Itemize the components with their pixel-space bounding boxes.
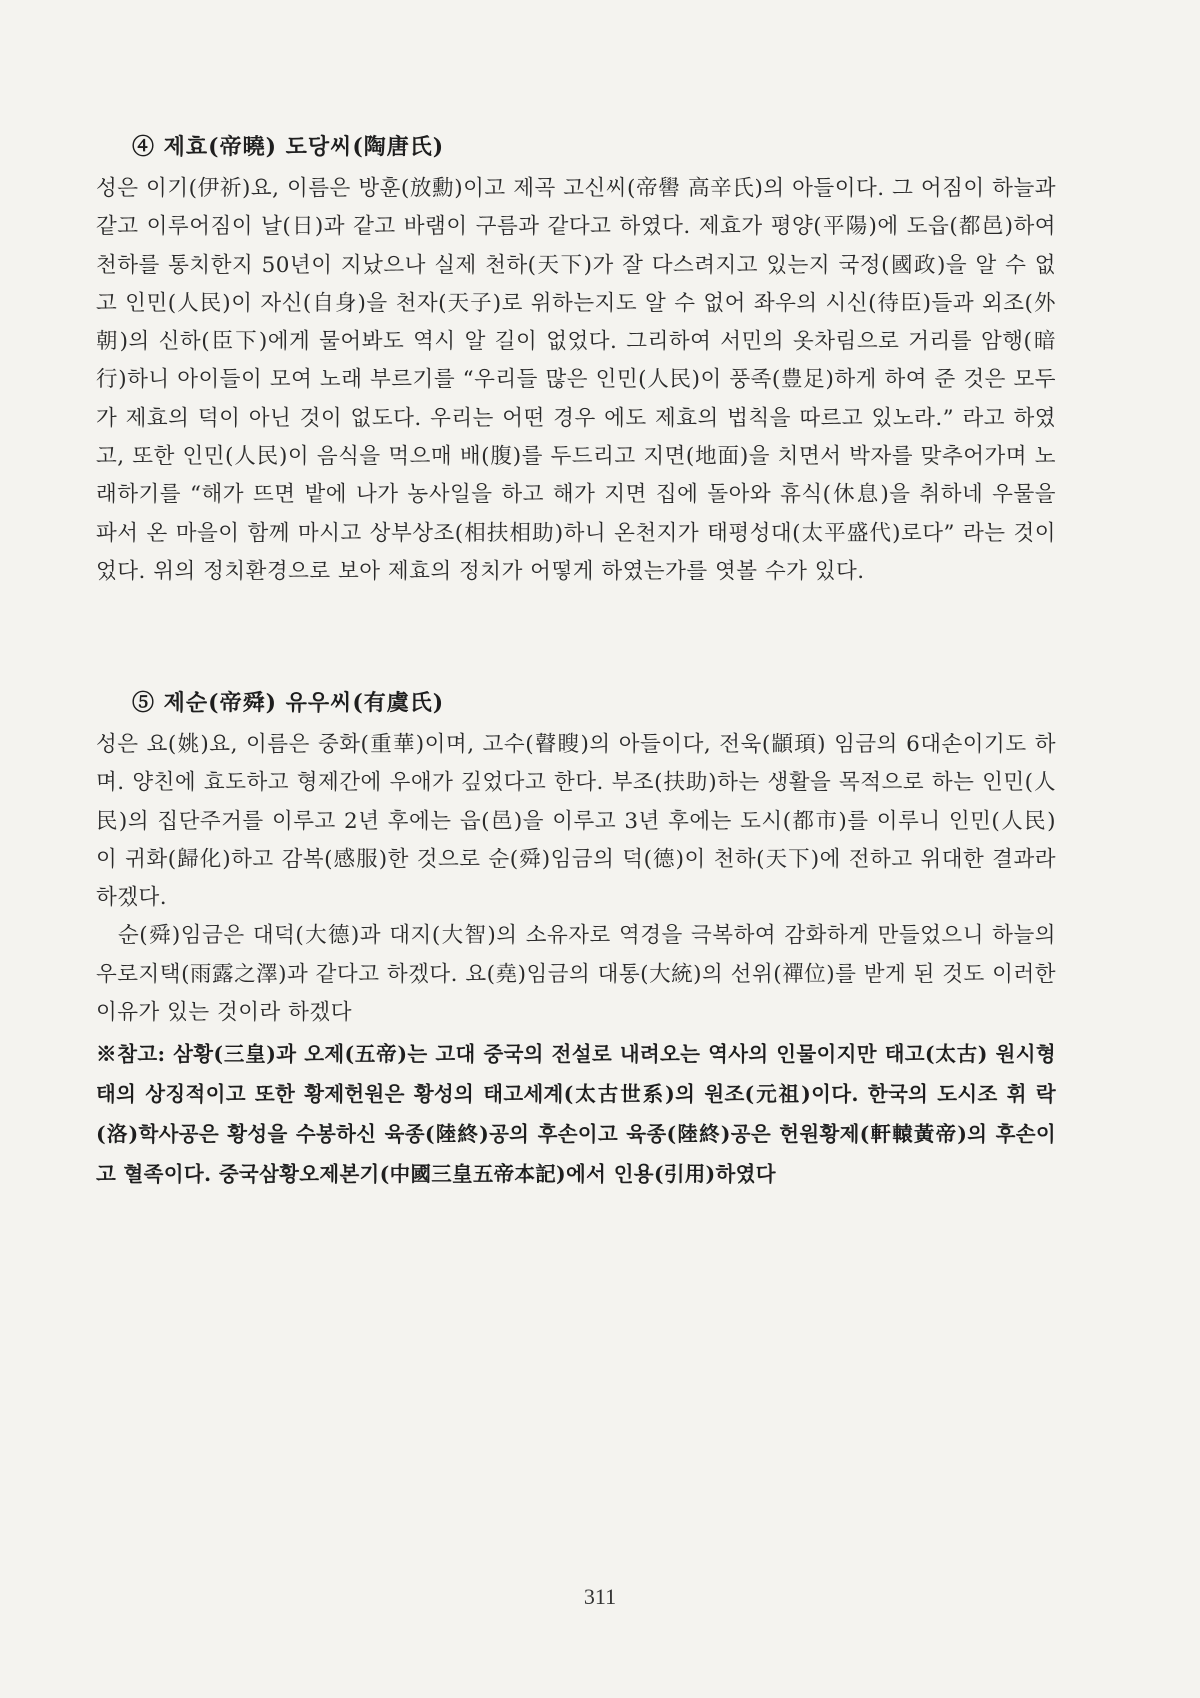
page-number: 311 — [583, 1584, 617, 1609]
section-emperor-xiao — [96, 130, 1056, 591]
section-paragraph: 성은 요(姚)요, 이름은 중화(重華)이며, 고수(瞽瞍)의 아들이다, 전욱(顓頊) 임금의 6대손이기도 하며. 양친에 효도하고 형제간에 우애가 깊었다고 한다. 부조(扶助)하는 생활을 목적으로 하는 인민(人民)의 집단주거를 이루고 2년 후에는 읍(邑)을 이루고 3년 후에는 도시(都市)를 이루니 인민(人民)이 귀화(歸化)하고 감복(感服)한 것으로 순(舜)임금의 덕(德)이 천하(天下)에 전하고 위대한 결과라 하겠다. — [96, 732, 1056, 911]
section-heading: ⑤ 제순(帝舜) 유우씨(有虞氏) — [132, 690, 445, 716]
note-text: ※참고: 삼황(三皇)과 오제(五帝)는 고대 중국의 전설로 내려오는 역사의 인물이지만 태고(太古) 원시형태의 상징적이고 또한 황제헌원은 황성의 태고세계(太古世系)의 원조(元祖)이다. 한국의 도시조 휘 락(洛)학사공은 황성을 수봉하신 육종(陸終)공의 후손이고 육종(陸終)공은 헌원황제(軒轅黃帝)의 후손이고 혈족이다. 중국삼황오제본기(中國三皇五帝本記)에서 인용(引用)하였다 — [96, 1042, 1056, 1186]
reference-note — [96, 1034, 1056, 1194]
section-paragraph: 순(舜)임금은 대덕(大德)과 대지(大智)의 소유자로 역경을 극복하여 감화하게 만들었으니 하늘의 우로지택(雨露之澤)과 같다고 하겠다. 요(堯)임금의 대통(大統)의 선위(禪位)를 받게 된 것도 이러한 이유가 있는 것이라 하겠다 — [96, 923, 1056, 1026]
section-paragraph: 성은 이기(伊祈)요, 이름은 방훈(放勳)이고 제곡 고신씨(帝嚳 高辛氏)의 아들이다. 그 어짐이 하늘과 같고 이루어짐이 날(日)과 같고 바램이 구름과 같다고 하였다. 제효가 평양(平陽)에 도읍(都邑)하여 천하를 통치한지 50년이 지났으나 실제 천하(天下)가 잘 다스려지고 있는지 국정(國政)을 알 수 없고 인민(人民)이 자신(自身)을 천자(天子)로 위하는지도 알 수 없어 좌우의 시신(待臣)들과 외조(外朝)의 신하(臣下)에게 물어봐도 역시 알 길이 없었다. 그리하여 서민의 옷차림으로 거리를 암행(暗行)하니 아이들이 모여 노래 부르기를 “우리들 많은 인민(人民)이 풍족(豊足)하게 하여 준 것은 모두가 제효의 덕이 아닌 것이 없도다. 우리는 어떤 경우 에도 제효의 법칙을 따르고 있노라.” 라고 하였고, 또한 인민(人民)이 음식을 먹으매 배(腹)를 두드리고 지면(地面)을 치면서 박자를 맞추어가며 노래하기를 “해가 뜨면 밭에 나가 농사일을 하고 해가 지면 집에 돌아와 휴식(休息)을 취하네 우물을 파서 온 마을이 함께 마시고 상부상조(相扶相助)하니 온천지가 태평성대(太平盛代)로다” 라는 것이었다. 위의 정치환경으로 보아 제효의 정치가 어떻게 하였는가를 엿볼 수가 있다. — [96, 176, 1056, 584]
section-emperor-shun — [96, 686, 1056, 1032]
section-heading: ④ 제효(帝曉) 도당씨(陶唐氏) — [132, 134, 445, 160]
